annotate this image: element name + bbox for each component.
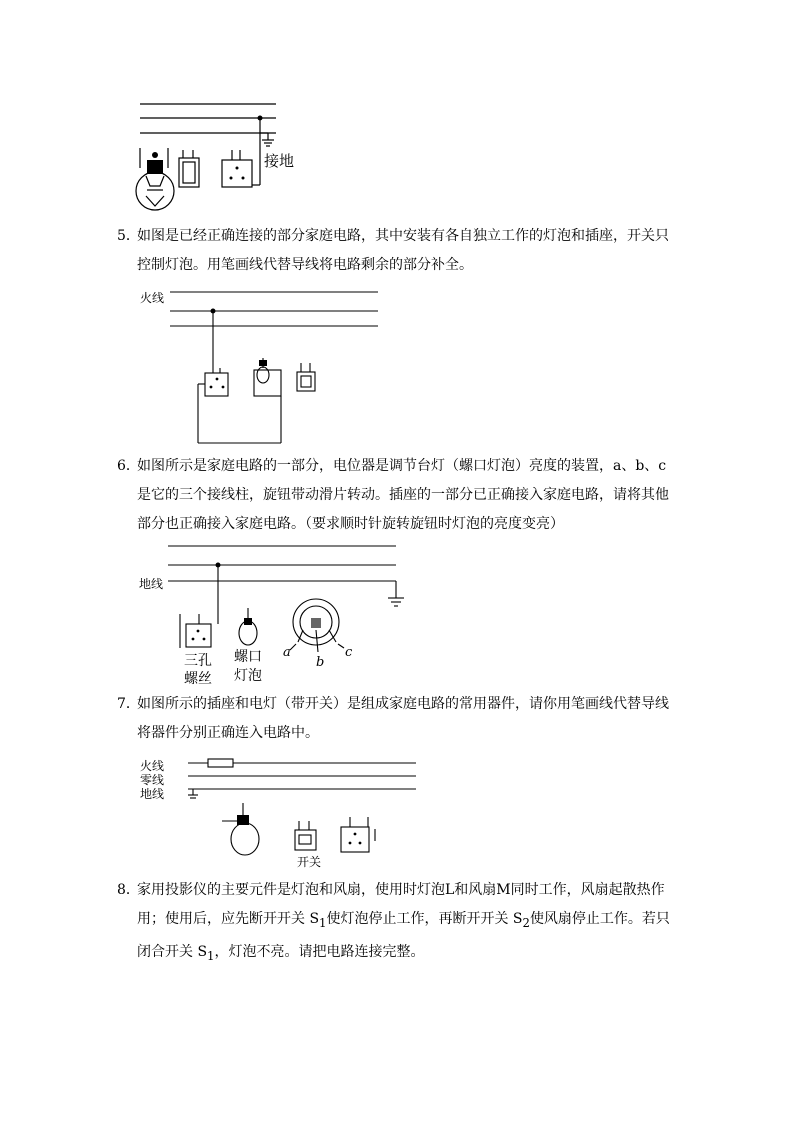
question-text [117, 905, 687, 938]
text-segment: ，灯泡不亮。请把电路连接完整。 [214, 943, 425, 960]
question-number: 8． [117, 882, 140, 898]
question-text [117, 938, 687, 971]
text-segment: 用；使用后，应先断开开关 S [137, 911, 320, 927]
question-text: 家用投影仪的主要元件是灯泡和风扇，使用时灯泡L和风扇M同时工作，风扇起散热作 [137, 882, 665, 898]
question-text: 将器件分别正确连入电路中。 [137, 725, 319, 741]
question-text: 是它的三个接线柱，旋钮带动滑片转动。插座的一部分已正确接入家庭电路，请将其他 [137, 487, 669, 503]
question-text: 如图所示的插座和电灯（带开关）是组成家庭电路的常用器件，请你用笔画线代替导线 [137, 696, 669, 712]
socket-label: 三孔 [184, 653, 212, 669]
ground-wire-label: 地线 [139, 577, 164, 591]
question-6 [117, 452, 687, 539]
fire-wire-label: 火线 [140, 291, 165, 305]
text-segment: 使灯泡停止工作，再断开开关 S [326, 911, 523, 927]
question-number: 5． [117, 228, 140, 244]
question-7 [117, 690, 687, 748]
subscript: 1 [319, 915, 327, 930]
text-segment: 闭合开关 S [137, 943, 208, 960]
question-text: 控制灯泡。用笔画线代替导线将电路剩余的部分补全。 [137, 257, 473, 273]
bulb-label: 灯泡 [234, 668, 262, 684]
fire-wire-label: 火线 [140, 759, 165, 773]
subscript: 1 [207, 948, 215, 963]
ground-wire-label: 地线 [140, 787, 165, 801]
question-number: 6． [117, 458, 140, 474]
ground-label: 接地 [264, 152, 295, 170]
text-segment: 使风扇停止工作。若只 [529, 911, 670, 927]
switch-label: 开关 [297, 855, 322, 869]
terminal-b-label: b [316, 655, 325, 670]
bulb-label: 螺口 [234, 649, 262, 665]
socket-label: 螺丝 [184, 671, 212, 687]
figure-7-circuit [0, 755, 794, 875]
terminal-a-label: a [283, 645, 291, 660]
figure-4-circuit [0, 0, 794, 230]
question-text: 如图是已经正确连接的部分家庭电路，其中安装有各自独立工作的灯泡和插座，开关只 [137, 228, 669, 244]
question-5 [117, 222, 687, 280]
subscript: 2 [522, 915, 530, 930]
question-8 [117, 876, 687, 971]
neutral-wire-label: 零线 [140, 773, 165, 787]
question-text: 部分也正确接入家庭电路。（要求顺时针旋转旋钮时灯泡的亮度变亮） [137, 516, 564, 532]
question-number: 7． [117, 696, 140, 712]
figure-6-circuit [0, 538, 794, 688]
question-text: 如图所示是家庭电路的一部分，电位器是调节台灯（螺口灯泡）亮度的装置，a、b、c [137, 458, 667, 474]
terminal-c-label: c [345, 645, 353, 660]
figure-5-circuit [0, 280, 794, 450]
